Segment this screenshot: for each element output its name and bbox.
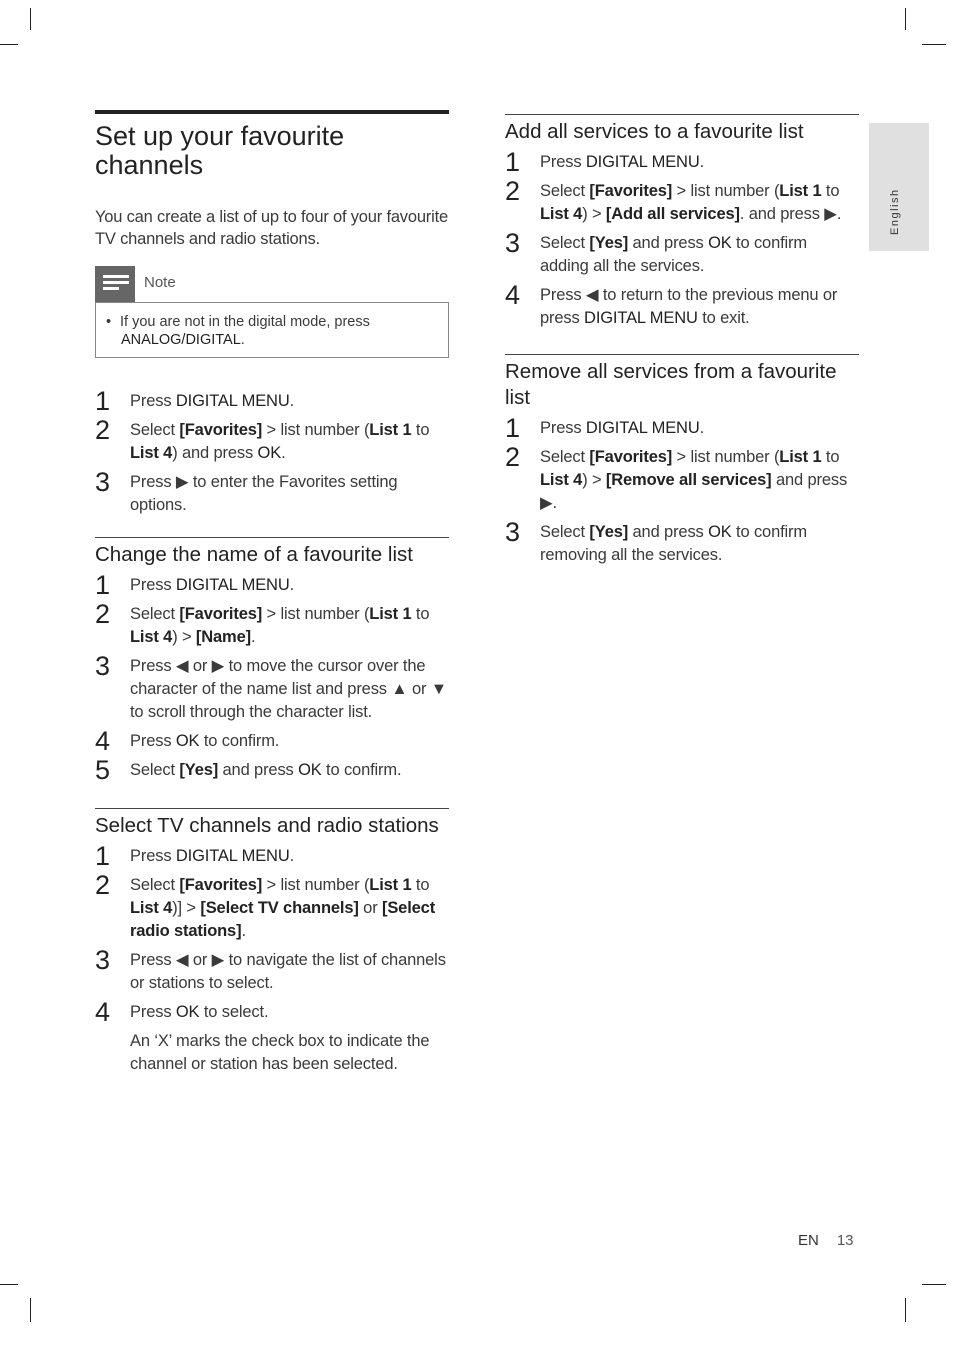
- step-number: 1: [95, 841, 110, 871]
- add-all-steps: [505, 147, 859, 330]
- list-item: 4 Press OK to select.: [95, 997, 269, 1027]
- right-column: [505, 114, 859, 573]
- list-item: 2 Select [Favorites] > list number (List 1 to List 4) and press OK.: [95, 415, 430, 462]
- note-title: Note: [144, 274, 176, 291]
- rename-steps: [95, 570, 449, 785]
- list-item: 1 Press DIGITAL MENU.: [95, 386, 295, 416]
- note-header: [95, 266, 449, 302]
- select-steps: [95, 841, 449, 1027]
- step-number: 4: [95, 997, 110, 1027]
- section-select: [95, 808, 449, 1076]
- section-add-all: [505, 114, 859, 330]
- step-number: 1: [505, 147, 520, 177]
- crop-mark: [905, 1298, 906, 1322]
- list-item: 2 Select [Favorites] > list number (List 1 to List 4) > [Name].: [95, 599, 430, 646]
- step-number: 4: [95, 726, 110, 756]
- crop-mark: [30, 8, 31, 30]
- list-item: 1 Press DIGITAL MENU.: [95, 841, 295, 871]
- page-footer: [798, 1232, 854, 1249]
- step-number: 3: [95, 945, 110, 975]
- crop-mark: [922, 1284, 946, 1285]
- crop-mark: [0, 44, 18, 45]
- language-tab: [869, 123, 929, 251]
- note-body: • If you are not in the digital mode, press ANALOG/DIGITAL.: [95, 302, 449, 358]
- list-item: 3 Select [Yes] and press OK to confirm removing all the services.: [505, 517, 807, 564]
- step-number: 4: [505, 280, 520, 310]
- footer-lang: EN: [798, 1232, 819, 1249]
- list-item: 4 Press ◀ to return to the previous menu or press DIGITAL MENU to exit.: [505, 280, 838, 327]
- list-item: 3 Press ◀ or ▶ to move the cursor over the character of the name list and press ▲ or ▼ to scroll through the character list.: [95, 651, 447, 721]
- list-item: 1 Press DIGITAL MENU.: [505, 413, 705, 443]
- crop-mark: [905, 8, 906, 30]
- section-heading: Remove all services from a favourite list: [505, 360, 837, 409]
- step-number: 3: [505, 228, 520, 258]
- page-title: Set up your favourite channels: [95, 121, 345, 180]
- remove-all-steps: [505, 413, 859, 567]
- section-heading: Change the name of a favourite list: [95, 543, 413, 566]
- step-number: 2: [95, 599, 110, 629]
- step-number: 1: [95, 570, 110, 600]
- note-icon: [95, 266, 135, 302]
- crop-mark: [922, 44, 946, 45]
- step-number: 2: [95, 415, 110, 445]
- note-key: ANALOG/DIGITAL: [121, 332, 241, 348]
- step-number: 1: [505, 413, 520, 443]
- list-item: 1 Press DIGITAL MENU.: [505, 147, 705, 177]
- list-item: 2 Select [Favorites] > list number (List 1 to List 4) > [Remove all services] and press ▶.: [505, 442, 848, 512]
- list-item: 4 Press OK to confirm.: [95, 726, 280, 756]
- section-rename: [95, 537, 449, 785]
- setup-steps: [95, 386, 449, 517]
- step-number: 3: [95, 651, 110, 681]
- step-number: 5: [95, 755, 110, 785]
- list-item: 3 Press ◀ or ▶ to navigate the list of channels or stations to select.: [95, 945, 446, 992]
- step-note: An ‘X’ marks the check box to indicate the channel or station has been selected.: [130, 1032, 430, 1073]
- list-item: 2 Select [Favorites] > list number (List 1 to List 4) > [Add all services]. and press ▶.: [505, 176, 842, 223]
- step-number: 3: [505, 517, 520, 547]
- page-number: 13: [836, 1232, 854, 1249]
- list-item: 2 Select [Favorites] > list number (List 1 to List 4)] > [Select TV channels] or [Select radio stations].: [95, 870, 436, 940]
- crop-mark: [0, 1284, 18, 1285]
- crop-mark: [30, 1298, 31, 1322]
- list-item: 3 Select [Yes] and press OK to confirm adding all the services.: [505, 228, 807, 275]
- section-set-up: [95, 110, 449, 250]
- list-item: 3 Press ▶ to enter the Favorites setting options.: [95, 467, 398, 514]
- section-heading: Select TV channels and radio stations: [95, 814, 439, 837]
- list-item: 1 Press DIGITAL MENU.: [95, 570, 295, 600]
- section-heading: Add all services to a favourite list: [505, 120, 804, 143]
- intro-text: You can create a list of up to four of your favourite TV channels and radio stations.: [95, 208, 448, 248]
- language-tab-label: English: [889, 188, 901, 235]
- step-number: 2: [505, 176, 520, 206]
- step-number: 3: [95, 467, 110, 497]
- note-text: If you are not in the digital mode, press: [120, 314, 370, 330]
- note-box: [95, 266, 449, 358]
- note-bullet: •: [106, 314, 112, 330]
- list-item: 5 Select [Yes] and press OK to confirm.: [95, 755, 402, 785]
- step-number: 1: [95, 386, 110, 416]
- step-number: 2: [95, 870, 110, 900]
- left-column: [95, 110, 449, 1076]
- step-number: 2: [505, 442, 520, 472]
- section-remove-all: [505, 354, 859, 567]
